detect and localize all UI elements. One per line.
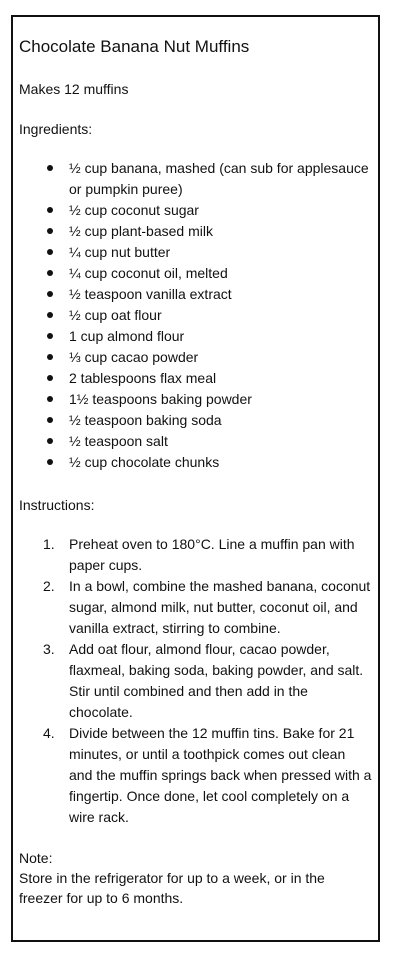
step-text: Divide between the 12 muffin tins. Bake for 21 minutes, or until a toothpick comes out clean and the muffin springs back when pressed with a fingertip. Once done, let cool completely on a wire rack. xyxy=(69,725,372,825)
bullet-icon xyxy=(47,438,53,444)
step-text: Preheat oven to 180°C. Line a muffin pan with paper cups. xyxy=(69,536,355,573)
ingredient-text: ½ cup oat flour xyxy=(69,307,162,323)
ingredient-item xyxy=(19,326,372,347)
ingredient-text: ¼ cup nut butter xyxy=(69,244,171,260)
instructions-heading: Instructions: xyxy=(19,497,95,513)
ingredient-item xyxy=(19,431,372,452)
bullet-icon xyxy=(47,333,53,339)
recipe-card xyxy=(11,15,380,942)
bullet-icon xyxy=(47,165,53,171)
step-number: 3. xyxy=(43,641,55,657)
ingredient-text: ½ cup coconut sugar xyxy=(69,202,199,218)
instruction-step xyxy=(19,639,372,723)
ingredient-item xyxy=(19,368,372,389)
ingredient-item xyxy=(19,158,372,200)
bullet-icon xyxy=(47,249,53,255)
ingredient-item xyxy=(19,410,372,431)
bullet-icon xyxy=(47,291,53,297)
bullet-icon xyxy=(47,207,53,213)
ingredient-text: ¼ cup coconut oil, melted xyxy=(69,265,228,281)
bullet-icon xyxy=(47,228,53,234)
instruction-step xyxy=(19,534,372,576)
ingredient-text: 2 tablespoons flax meal xyxy=(69,370,217,386)
note-heading: Note: xyxy=(19,850,53,866)
ingredient-text: ½ teaspoon salt xyxy=(69,433,168,449)
bullet-icon xyxy=(47,270,53,276)
ingredient-item xyxy=(19,284,372,305)
ingredient-text: 1 cup almond flour xyxy=(69,328,185,344)
ingredient-text: 1½ teaspoons baking powder xyxy=(69,391,252,407)
recipe-yield: Makes 12 muffins xyxy=(19,81,129,97)
ingredient-item xyxy=(19,347,372,368)
bullet-icon xyxy=(47,354,53,360)
step-text: Add oat flour, almond flour, cacao powder, flaxmeal, baking soda, baking powder, and salt. Stir until combined and then add in the chocolate. xyxy=(69,641,364,720)
ingredient-text: ½ teaspoon baking soda xyxy=(69,412,222,428)
ingredient-item xyxy=(19,452,372,473)
ingredient-item xyxy=(19,305,372,326)
bullet-icon xyxy=(47,459,53,465)
instruction-step xyxy=(19,723,372,828)
ingredient-item xyxy=(19,389,372,410)
bullet-icon xyxy=(47,417,53,423)
ingredient-item xyxy=(19,200,372,221)
step-number: 1. xyxy=(43,536,55,552)
step-text: In a bowl, combine the mashed banana, coconut sugar, almond milk, nut butter, coconut oil, and vanilla extract, stirring to combine. xyxy=(69,578,371,636)
ingredient-text: ½ teaspoon vanilla extract xyxy=(69,286,232,302)
ingredient-item xyxy=(19,242,372,263)
bullet-icon xyxy=(47,375,53,381)
ingredient-text: ⅓ cup cacao powder xyxy=(69,349,199,365)
instructions-list xyxy=(19,534,372,828)
note-text: Store in the refrigerator for up to a week, or in the freezer for up to 6 months. xyxy=(19,870,325,906)
ingredient-item xyxy=(19,221,372,242)
step-number: 4. xyxy=(43,725,55,741)
ingredient-text: ½ cup chocolate chunks xyxy=(69,454,220,470)
ingredient-text: ½ cup banana, mashed (can sub for applesauce or pumpkin puree) xyxy=(69,160,369,197)
ingredients-list xyxy=(19,158,372,473)
bullet-icon xyxy=(47,312,53,318)
ingredients-heading: Ingredients: xyxy=(19,121,93,137)
step-number: 2. xyxy=(43,578,55,594)
bullet-icon xyxy=(47,396,53,402)
recipe-title: Chocolate Banana Nut Muffins xyxy=(19,37,250,56)
ingredient-text: ½ cup plant-based milk xyxy=(69,223,213,239)
instruction-step xyxy=(19,576,372,639)
ingredient-item xyxy=(19,263,372,284)
